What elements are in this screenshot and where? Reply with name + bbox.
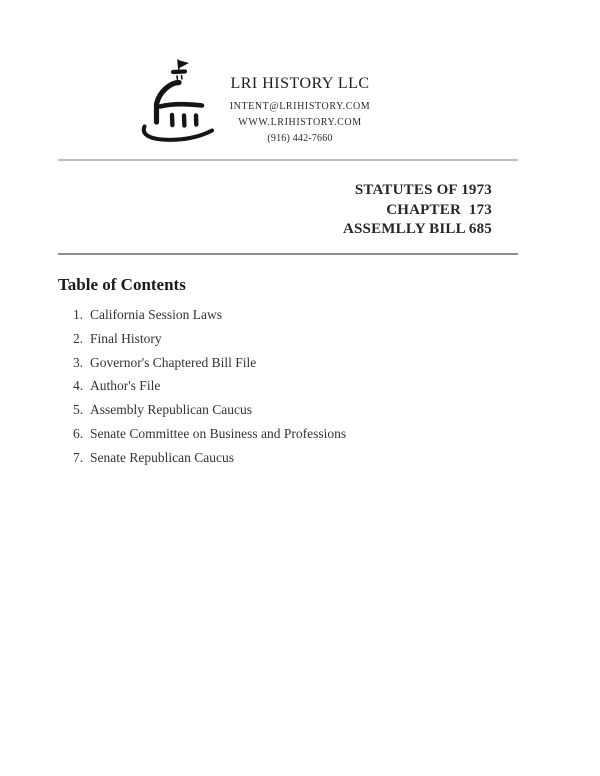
statute-identification [58,181,492,240]
company-phone: (916) 442-7660 [267,133,333,144]
assembly-bill-line: ASSEMLLY BILL 685 [342,221,492,237]
toc-item-number: 3. [73,354,84,370]
toc-item-label: Final History [90,330,162,346]
toc-item-label: Governor's Chaptered Bill File [90,354,257,370]
company-website: WWW.LRIHISTORY.COM [238,117,362,128]
statutes-year-line: STATUTES OF 1973 [354,182,492,198]
toc-item [73,303,533,327]
toc-item-label: Author's File [90,378,161,394]
letterhead [206,75,394,147]
toc-item-label: Assembly Republican Caucus [90,402,252,418]
toc-item [73,398,533,422]
company-email: INTENT@LRIHISTORY.COM [229,101,371,112]
company-name: LRI HISTORY LLC [230,75,370,92]
horizontal-rule-bottom [58,253,518,255]
chapter-line: CHAPTER 173 [386,201,492,218]
toc-item-number: 7. [73,449,84,465]
toc-item [73,351,533,375]
toc-item [73,446,533,470]
toc-item-label: Senate Republican Caucus [90,449,234,465]
toc-item-label: California Session Laws [90,307,222,322]
toc-item-number: 1. [73,307,84,322]
horizontal-rule-top [58,159,518,161]
toc-item-number: 4. [73,378,84,394]
toc-list [73,303,533,470]
toc-item-number: 5. [73,402,84,418]
toc-heading: Table of Contents [58,275,186,294]
toc-item-label: Senate Committee on Business and Professions [90,425,347,441]
capitol-dome-logo-icon [138,58,216,142]
toc-item [73,422,533,446]
toc-item [73,327,533,351]
toc-item-number: 2. [73,330,84,346]
toc-item-number: 6. [73,425,84,441]
toc-item [73,374,533,398]
